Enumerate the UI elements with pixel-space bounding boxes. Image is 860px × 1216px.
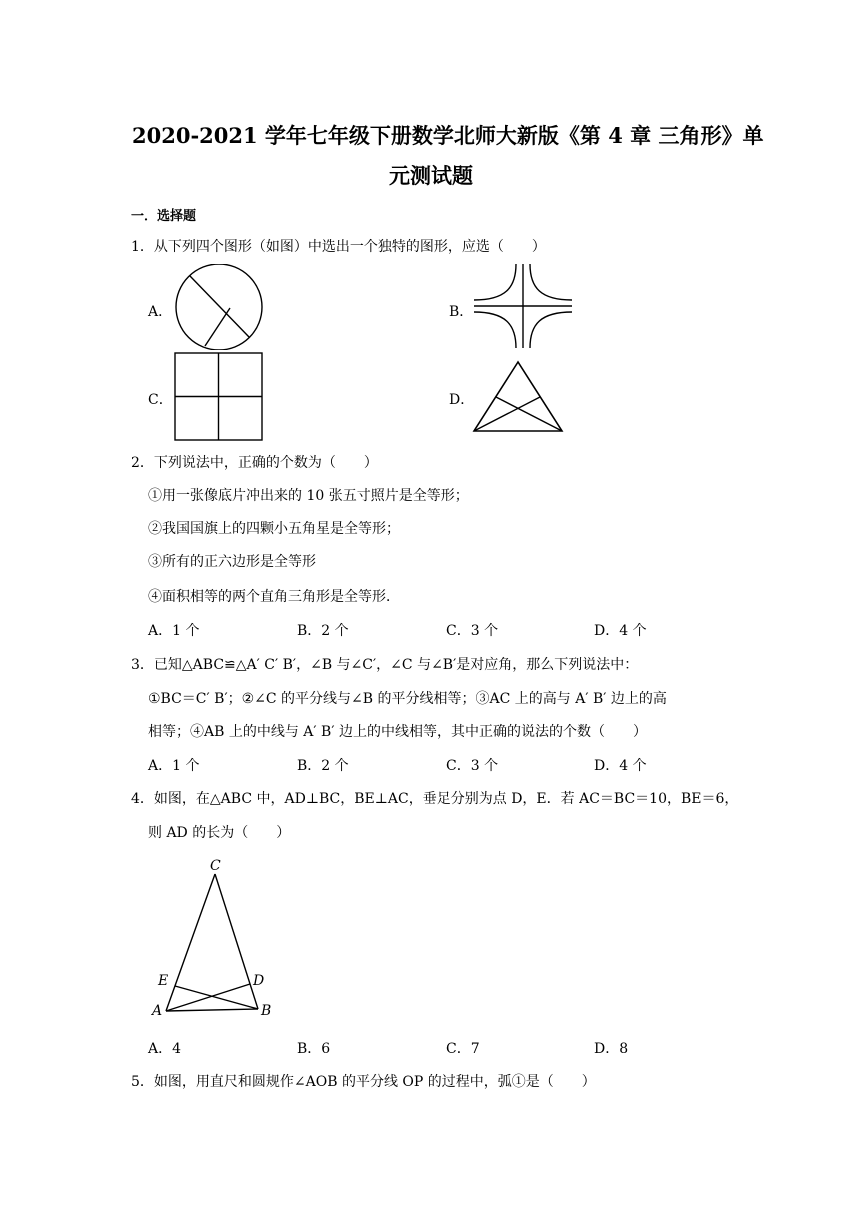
q2-option-b: B．2 个 [297, 623, 349, 639]
q1-figure-d [472, 360, 564, 434]
q4-label-d: D [253, 973, 265, 989]
q4-label-c: C [210, 858, 221, 874]
q1-figure-c [174, 352, 264, 442]
q4-triangle-figure [150, 855, 280, 1025]
q3-line-3: 相等；④AB 上的中线与 A′ B′ 边上的中线相等，其中正确的说法的个数（ ） [148, 724, 647, 740]
q1-stem: 1．从下列四个图形（如图）中选出一个独特的图形，应选（ ） [131, 239, 546, 255]
section-heading: 一．选择题 [131, 209, 197, 224]
q3-option-c: C．3 个 [446, 758, 499, 774]
q1-figure-a [172, 264, 268, 350]
q1-label-b: B． [449, 304, 474, 320]
q4-line-1: 4．如图，在△ABC 中，AD⊥BC，BE⊥AC，垂足分别为点 D，E．若 AC＝BC＝10，BE＝6， [131, 791, 739, 807]
doc-title-line2: 元测试题 [389, 163, 473, 188]
q4-option-c: C．7 [446, 1041, 480, 1057]
q3-line-2: ①BC＝C′ B′；②∠C 的平分线与∠B 的平分线相等；③AC 上的高与 A′ B′ 边上的高 [148, 691, 667, 707]
q5-stem: 5．如图，用直尺和圆规作∠AOB 的平分线 OP 的过程中，弧①是（ ） [131, 1074, 596, 1090]
q4-option-d: D．8 [594, 1041, 629, 1057]
q4-label-a: A [152, 1003, 163, 1019]
q3-option-b: B．2 个 [297, 758, 349, 774]
q2-item-1: ①用一张像底片冲出来的 10 张五寸照片是全等形； [148, 488, 469, 504]
q2-item-4: ④面积相等的两个直角三角形是全等形． [148, 589, 400, 605]
q1-label-a: A． [148, 304, 173, 320]
q1-label-d: D． [449, 392, 475, 408]
q2-option-d: D．4 个 [594, 623, 647, 639]
q2-stem: 2．下列说法中，正确的个数为（ ） [131, 455, 378, 471]
q3-option-d: D．4 个 [594, 758, 647, 774]
q4-option-a: A．4 [148, 1041, 182, 1057]
q3-option-a: A．1 个 [148, 758, 200, 774]
q2-item-2: ②我国国旗上的四颗小五角星是全等形； [148, 521, 400, 537]
q4-line-2: 则 AD 的长为（ ） [148, 825, 291, 841]
q2-option-c: C．3 个 [446, 623, 499, 639]
q2-option-a: A．1 个 [148, 623, 200, 639]
q4-label-e: E [158, 973, 169, 989]
q1-label-c: C． [148, 392, 173, 408]
q1-figure-b [472, 262, 574, 350]
q4-option-b: B．6 [297, 1041, 331, 1057]
q2-item-3: ③所有的正六边形是全等形 [148, 554, 316, 570]
q3-line-1: 3．已知△ABC≌△A′ C′ B′，∠B 与∠C′，∠C 与∠B′是对应角，那么下列说法中： [131, 657, 639, 673]
doc-title-line1: 2020-2021 学年七年级下册数学北师大新版《第 4 章 三角形》单 [132, 123, 764, 148]
q4-label-b: B [261, 1003, 272, 1019]
